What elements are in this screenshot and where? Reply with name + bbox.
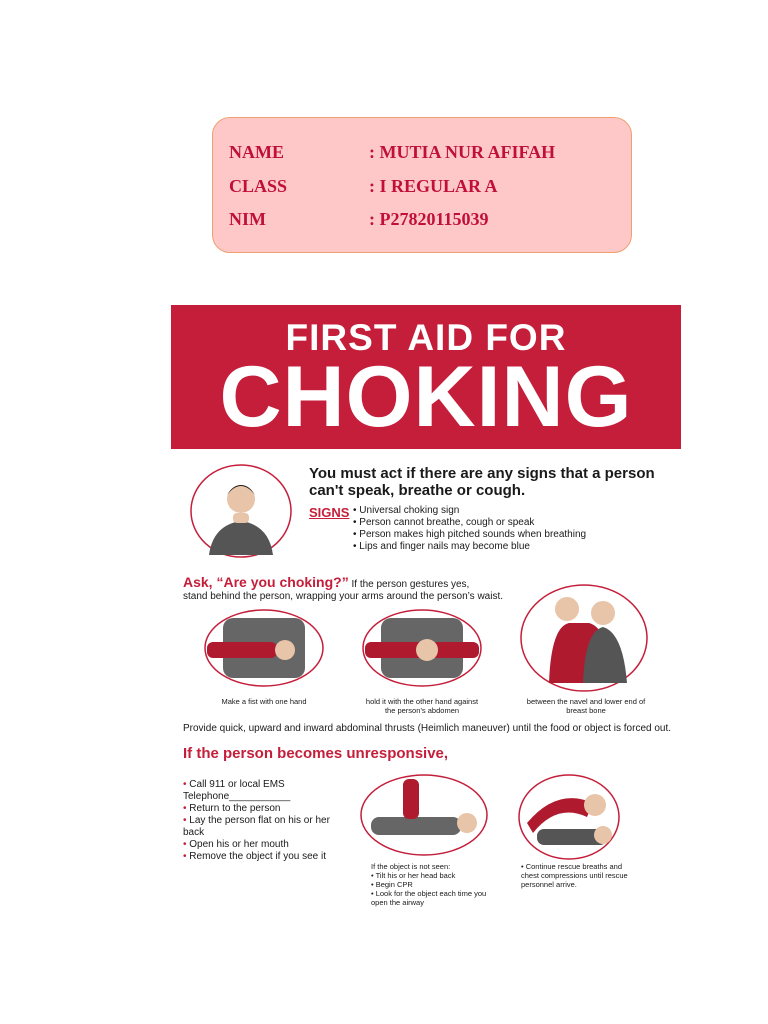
unresponsive-steps [183,779,333,863]
name-value: : MUTIA NUR AFIFAH [369,142,556,162]
signs-list [353,505,586,553]
step-item: • Lay the person flat on his or her back [183,815,333,839]
caption-position: between the navel and lower end of breast bone [526,697,646,715]
signs-label: SIGNS [309,505,350,520]
class-label: CLASS [229,176,288,196]
sign-item: • Lips and finger nails may become blue [353,541,586,553]
unresponsive-heading: If the person becomes unresponsive, [183,745,449,762]
ask-instruction-2: stand behind the person, wrapping your arms around the person’s waist. [183,591,504,602]
cpr-illustration [359,773,489,857]
headline: You must act if there are any signs that a person can't speak, breathe or cough. [309,465,655,499]
caption-hold: hold it with the other hand against the person’s abdomen [365,697,479,715]
step-item: • Open his or her mouth [183,839,333,851]
banner-title: CHOKING [219,349,633,445]
caption-fist: Make a fist with one hand [221,697,307,706]
rescue-breath-illustration [517,773,621,861]
nim-value: : P27820115039 [369,209,489,229]
step-item: • Call 911 or local EMS Telephone___________ [183,779,333,803]
student-info-box [212,117,632,253]
class-value: : I REGULAR A [369,176,498,196]
step-item: • Remove the object if you see it [183,851,333,863]
continue-caption: • Continue rescue breaths and chest compressions until rescue personnel arrive. [521,862,628,889]
sign-item: • Person cannot breathe, cough or speak [353,517,586,529]
name-label: NAME [229,142,284,162]
ask-instruction-1: If the person gestures yes, [351,579,470,590]
sign-item: • Person makes high pitched sounds when breathing [353,529,586,541]
step-item: • Return to the person [183,803,333,815]
choking-poster [171,305,681,915]
poster-banner [171,305,681,449]
sign-item: • Universal choking sign [353,505,586,517]
fist-illustration [203,608,325,688]
heimlich-position-illustration [519,583,649,693]
choking-person-illustration [189,463,293,559]
heimlich-instruction: Provide quick, upward and inward abdominal thrusts (Heimlich maneuver) until the food or object is forced out. [183,723,672,734]
not-seen-caption: If the object is not seen: • Tilt his or her head back • Begin CPR • Look for the object each time you open the airway [371,862,487,907]
ask-question: Ask, “Are you choking?” [183,574,349,590]
banner-subtitle: FIRST AID FOR [285,317,567,358]
nim-label: NIM [229,209,266,229]
hold-fist-illustration [361,608,483,688]
